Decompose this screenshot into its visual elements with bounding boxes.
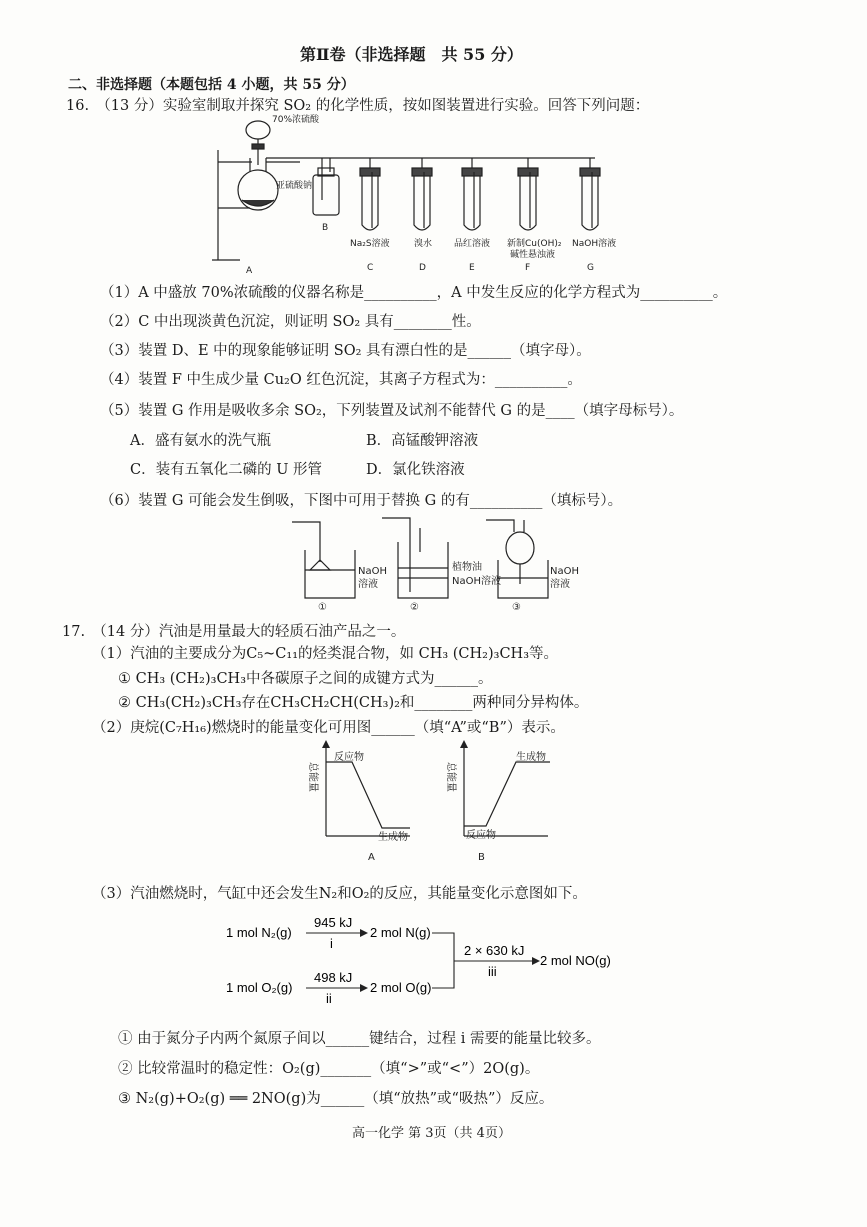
- part-title: 第Ⅱ卷（非选择题 共 55 分）: [300, 45, 523, 64]
- q16-part2: （2）C 中出现淡黄色沉淀，则证明 SO₂ 具有________性。: [100, 314, 481, 330]
- letter-d: D: [419, 263, 426, 273]
- top-reagent-label: 70%浓硫酸: [272, 115, 320, 125]
- diagram-a-product: 生成物: [378, 832, 408, 843]
- page-footer: 高一化学 第 3页（共 4页）: [352, 1126, 511, 1141]
- q17-part1: （1）汽油的主要成分为C₅~C₁₁的烃类混合物，如 CH₃ (CH₂)₃CH₃等。: [92, 646, 559, 662]
- diagram-b-ylabel: 总能量: [445, 762, 456, 792]
- diagram-a-reactant: 反应物: [334, 752, 364, 763]
- apparatus-diagram: [210, 110, 620, 278]
- flow-n: 2 mol N(g): [370, 925, 431, 940]
- fig6-naoh-1: NaOH: [358, 566, 387, 577]
- diagram-a-ylabel: 总能量: [307, 762, 318, 792]
- flow-step-ii: ii: [326, 991, 332, 1006]
- q17-part1a: ① CH₃ (CH₂)₃CH₃中各碳原子之间的成键方式为______。: [118, 671, 493, 687]
- flow-o: 2 mol O(g): [370, 980, 432, 995]
- q16-part5: （5）装置 G 作用是吸收多余 SO₂，下列装置及试剂不能替代 G 的是____（填字母标号）。: [100, 403, 684, 419]
- q17-part3c: ③ N₂(g)+O₂(g) ══ 2NO(g)为______（填“放热”或“吸热”）反应。: [118, 1091, 554, 1107]
- letter-f: F: [525, 263, 531, 273]
- n2-o2-energy-flow: [220, 908, 640, 1008]
- fig6-naoh-solution: NaOH溶液: [452, 576, 501, 587]
- q16-part3: （3）装置 D、E 中的现象能够证明 SO₂ 具有漂白性的是______（填字母）。: [100, 343, 591, 359]
- q17-part3b: ② 比较常温时的稳定性：O₂(g)_______（填“>”或“<”）2O(g)。: [118, 1061, 540, 1077]
- fig6-plant-oil: 植物油: [452, 562, 482, 573]
- q17-part2: （2）庚烷(C₇H₁₆)燃烧时的能量变化可用图______（填“A”或“B”）表示。: [92, 720, 565, 736]
- flow-energy-i: 945 kJ: [314, 915, 353, 930]
- q16-part1: （1）A 中盛放 70%浓硫酸的仪器名称是__________，A 中发生反应的化学方程式为__________。: [100, 285, 728, 301]
- q17-part3: （3）汽油燃烧时，气缸中还会发生N₂和O₂的反应，其能量变化示意图如下。: [92, 886, 587, 902]
- diagram-b-product: 生成物: [516, 752, 546, 763]
- letter-a: A: [246, 266, 253, 276]
- energy-diagrams: [300, 740, 570, 865]
- diagram-b-label: B: [478, 852, 485, 863]
- q16-option-d: D．氯化铁溶液: [366, 462, 465, 478]
- q17-part1b: ② CH₃(CH₂)₃CH₃存在CH₃CH₂CH(CH₃)₂和________两种同分异构体。: [118, 695, 589, 711]
- q17-part3a: ① 由于氮分子内两个氮原子间以______键结合，过程 i 需要的能量比较多。: [118, 1031, 601, 1047]
- reagent-g: NaOH溶液: [572, 239, 617, 249]
- reagent-c: Na₂S溶液: [350, 239, 390, 249]
- flow-step-iii: iii: [488, 964, 497, 979]
- flow-n2: 1 mol N₂(g): [226, 925, 292, 940]
- flow-step-i: i: [330, 936, 333, 951]
- q16-option-c: C．装有五氧化二磷的 U 形管: [130, 462, 323, 478]
- reagent-f2: 碱性悬浊液: [510, 250, 556, 260]
- diagram-a-label: A: [368, 852, 375, 863]
- fig6-solution-3: 溶液: [550, 579, 570, 590]
- flask-reagent-label: 亚硫酸钠: [276, 181, 313, 191]
- reagent-d: 溴水: [414, 239, 433, 249]
- flow-energy-ii: 498 kJ: [314, 970, 353, 985]
- q16-part4: （4）装置 F 中生成少量 Cu₂O 红色沉淀，其离子方程式为：__________。: [100, 372, 582, 388]
- fig6-number-2: ②: [410, 602, 419, 612]
- flow-no: 2 mol NO(g): [540, 953, 611, 968]
- reagent-e: 品红溶液: [454, 239, 491, 249]
- diagram-b-reactant: 反应物: [466, 830, 496, 841]
- section-title: 二、非选择题（本题包括 4 小题，共 55 分）: [68, 77, 355, 93]
- flow-energy-iii: 2 × 630 kJ: [464, 943, 525, 958]
- q17-stem: 17. （14 分）汽油是用量最大的轻质石油产品之一。: [62, 624, 406, 640]
- letter-e: E: [469, 263, 475, 273]
- fig6-naoh-3: NaOH: [550, 566, 579, 577]
- fig6-solution-1: 溶液: [358, 579, 378, 590]
- fig6-number-1: ①: [318, 602, 327, 612]
- anti-suckback-diagram: [280, 512, 610, 612]
- letter-c: C: [367, 263, 374, 273]
- fig6-number-3: ③: [512, 602, 521, 612]
- q16-stem: 16. （13 分）实验室制取并探究 SO₂ 的化学性质，按如图装置进行实验。回答下列问题：: [66, 98, 650, 114]
- q16-part6: （6）装置 G 可能会发生倒吸，下图中可用于替换 G 的有__________（填标号）。: [100, 493, 623, 509]
- letter-g: G: [587, 263, 594, 273]
- q16-option-b: B．高锰酸钾溶液: [366, 433, 479, 449]
- q16-option-a: A．盛有氨水的洗气瓶: [130, 433, 271, 449]
- letter-b: B: [322, 223, 329, 233]
- reagent-f1: 新制Cu(OH)₂: [507, 239, 562, 249]
- flow-o2: 1 mol O₂(g): [226, 980, 293, 995]
